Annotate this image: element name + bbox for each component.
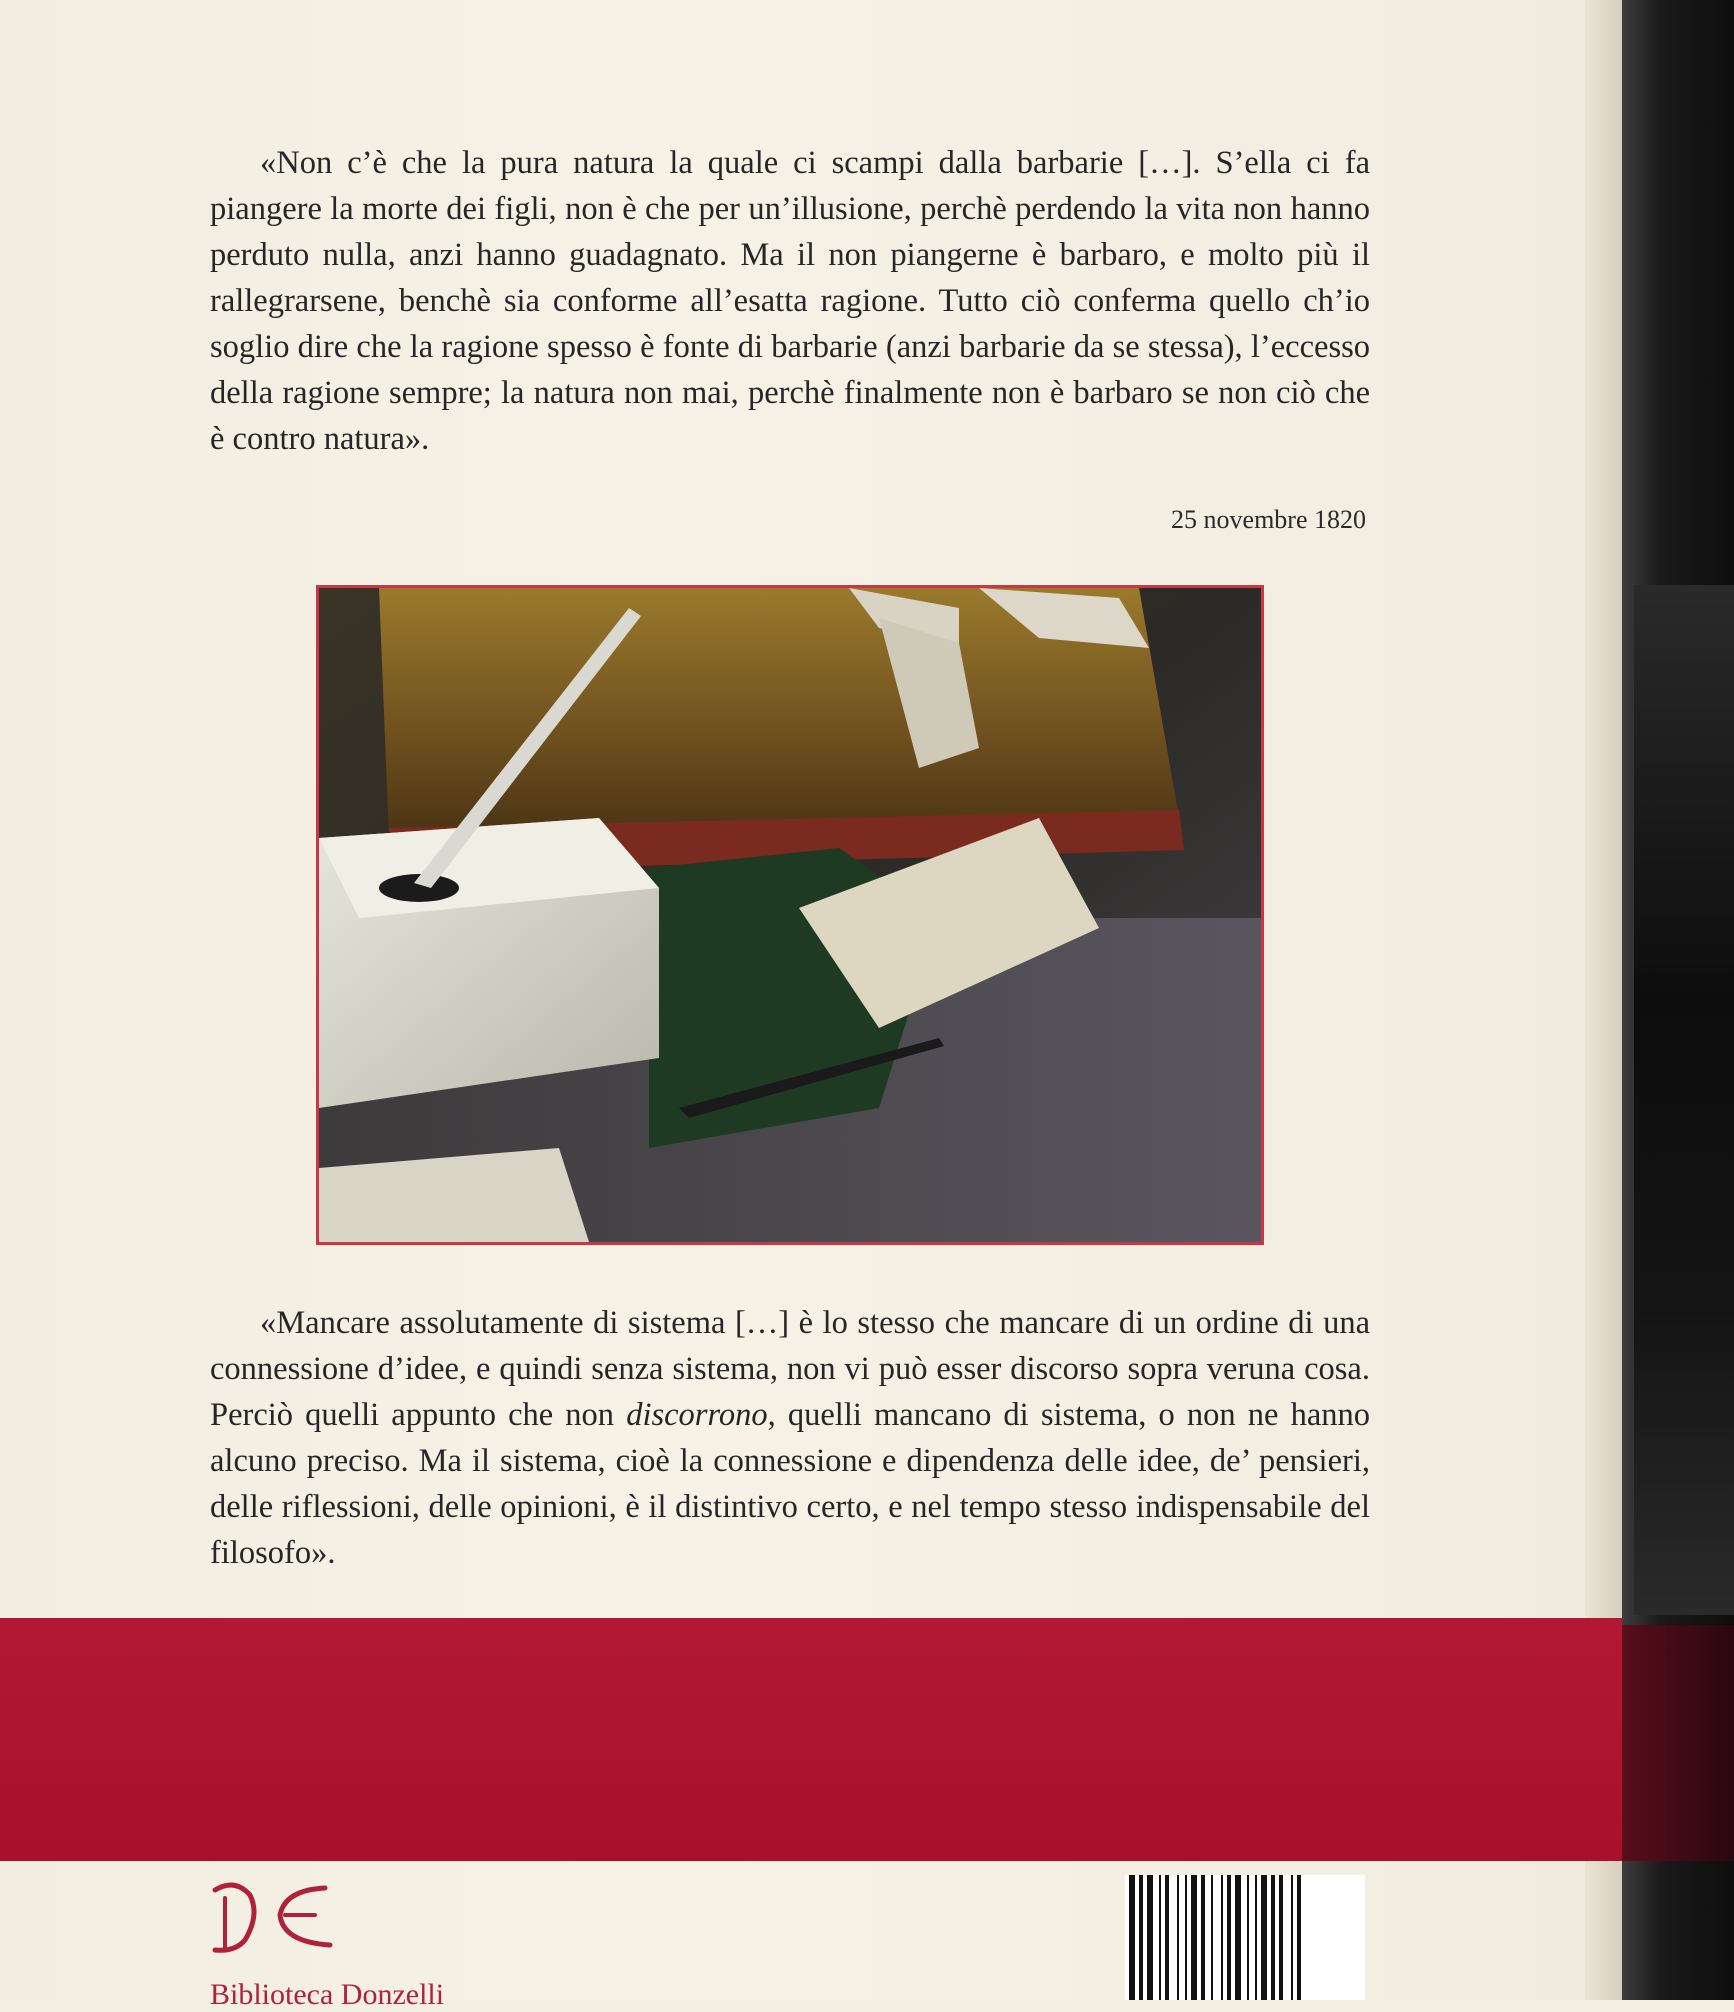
barcode-bar (1255, 1875, 1257, 2000)
barcode-bar (1129, 1875, 1135, 2000)
barcode-bar (1185, 1875, 1187, 2000)
quote-bottom-text-2: , quelli mancano di sistema, o non ne hanno alcuno preciso. Ma il sistema, cioè la connessione e dipendenza delle idee, de’ pensieri, delle riflessioni, delle opinioni, è il distintivo certo, e nel tempo stesso indispensabile del filosofo». (210, 1397, 1370, 1571)
barcode-bar (1159, 1875, 1161, 2000)
barcode-bar (1147, 1875, 1153, 2000)
red-band-shadow (1622, 1625, 1734, 1861)
publisher-logo-icon (205, 1870, 345, 1960)
red-band (0, 1618, 1622, 1861)
barcode-bar (1279, 1875, 1283, 2000)
barcode-bar (1177, 1875, 1179, 2000)
barcode-bar (1297, 1875, 1301, 2000)
barcode-bar (1221, 1875, 1223, 2000)
barcode-bar (1201, 1875, 1205, 2000)
quote-date: 25 novembre 1820 (1171, 505, 1366, 534)
quote-bottom-italic: discorrono (626, 1397, 768, 1433)
barcode-bar (1291, 1875, 1293, 2000)
spine-shadow (1634, 585, 1734, 1615)
still-life-illustration (319, 588, 1261, 1242)
still-life-painting (316, 585, 1264, 1245)
barcode-bar (1261, 1875, 1267, 2000)
barcode-bar (1271, 1875, 1275, 2000)
quote-bottom-text-1: «Mancare assolutamente di sistema […] è lo stesso che mancare di un ordine di una connessione d’idee, e quindi senza sistema, non vi può esser discorso sopra veruna cosa. Perciò quelli appunto che non (210, 1305, 1370, 1433)
quote-top-text: «Non c’è che la pura natura la quale ci scampi dalla barbarie […]. S’ella ci fa piangere la morte dei figli, non è che per un’illusione, perchè perdendo la vita non hanno perduto nulla, anzi hanno guadagnato. Ma il non piangerne è barbaro, e molto più il rallegrarsene, benchè sia conforme all’esatta ragione. Tutto ciò conferma quello ch’io soglio dire che la ragione spesso è fonte di barbarie (anzi barbarie da se stessa), l’eccesso della ragione sempre; la natura non mai, perchè finalmente non è barbaro se non ciò che è contro natura». (210, 145, 1370, 457)
barcode-bar (1235, 1875, 1241, 2000)
barcode-bar (1211, 1875, 1213, 2000)
quote-top (210, 140, 1370, 462)
barcode-bar (1191, 1875, 1197, 2000)
publisher-imprint: Biblioteca Donzelli (210, 1978, 445, 2011)
barcode-bar (1165, 1875, 1169, 2000)
barcode-bar (1227, 1875, 1231, 2000)
barcode-icon (1125, 1875, 1365, 2000)
quote-bottom (210, 1300, 1370, 1576)
barcode-bar (1139, 1875, 1143, 2000)
barcode-bar (1247, 1875, 1249, 2000)
